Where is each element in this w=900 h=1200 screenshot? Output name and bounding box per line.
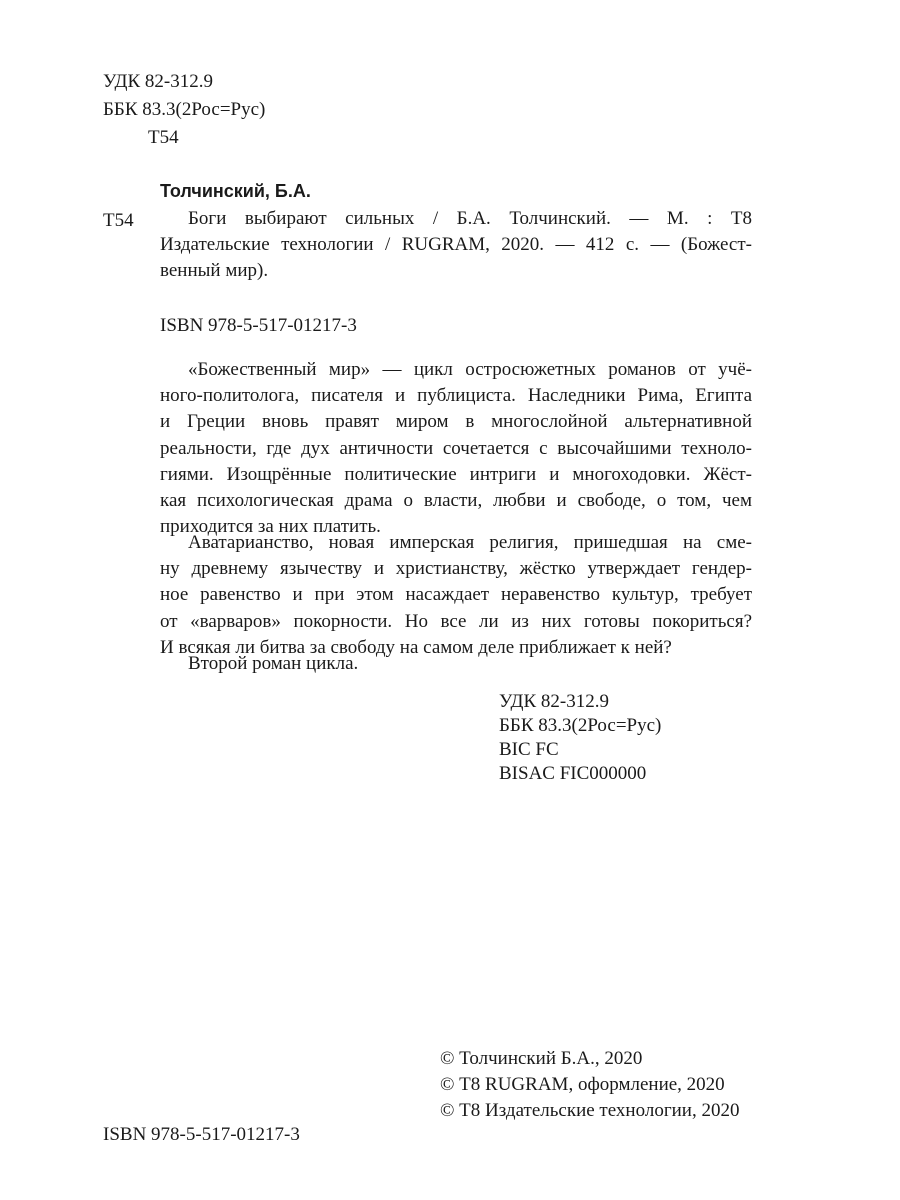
annotation-line: ное равенство и при этом насаждает неравенство культур, требует	[160, 584, 752, 606]
citation-line: венный мир).	[160, 260, 269, 282]
class-udk: УДК 82-312.9	[499, 691, 609, 712]
citation-line: Издательские технологии / RUGRAM, 2020. — 412 с. — (Божест-	[160, 234, 752, 256]
annotation-line: Аватарианство, новая имперская религия, пришедшая на сме-	[188, 532, 752, 553]
annotation-line: от «варваров» покорности. Но все ли из них готовы покориться?	[160, 610, 752, 632]
header-author-mark: Т54	[148, 127, 179, 148]
annotation-line: ну древнему язычеству и христианству, жёстко утверждает гендер-	[160, 558, 752, 580]
footer-copyright-author: © Толчинский Б.А., 2020	[440, 1048, 643, 1069]
citation-author-mark: Т54	[103, 210, 134, 231]
header-bbk: ББК 83.3(2Рос=Рус)	[103, 99, 266, 120]
annotation-line: ного-политолога, писателя и публициста. Наследники Рима, Египта	[160, 385, 752, 407]
annotation-paragraph-3: Второй роман цикла.	[188, 653, 359, 674]
class-bisac: BISAC FIC000000	[499, 763, 647, 784]
annotation-line: «Божественный мир» — цикл остросюжетных романов от учё-	[188, 359, 752, 380]
annotation-paragraph-1	[160, 357, 752, 540]
annotation-line: гиями. Изощрённые политические интриги и многоходовки. Жёст-	[160, 463, 752, 485]
footer-copyright-design: © Т8 RUGRAM, оформление, 2020	[440, 1074, 725, 1095]
isbn-main: ISBN 978-5-517-01217-3	[160, 315, 357, 336]
citation-author: Толчинский, Б.А.	[160, 181, 311, 201]
annotation-line: реальности, где дух античности сочетается с высочайшими техноло-	[160, 437, 752, 459]
class-bbk: ББК 83.3(2Рос=Рус)	[499, 715, 662, 736]
class-bic: BIC FC	[499, 739, 559, 760]
citation-text	[160, 206, 752, 285]
footer-copyright-publisher: © Т8 Издательские технологии, 2020	[440, 1100, 740, 1121]
footer-isbn: ISBN 978-5-517-01217-3	[103, 1124, 300, 1145]
annotation-line: и Греции вновь правят миром в многослойной альтернативной	[160, 411, 752, 433]
header-udk: УДК 82-312.9	[103, 71, 213, 92]
annotation-paragraph-2	[160, 530, 752, 661]
citation-line: Боги выбирают сильных / Б.А. Толчинский. — М. : Т8	[188, 208, 752, 229]
annotation-line: приходится за них платить.	[160, 516, 381, 538]
annotation-line: кая психологическая драма о власти, любви и свободе, о том, чем	[160, 490, 752, 512]
annotation-line: И всякая ли битва за свободу на самом деле приближает к ней?	[160, 636, 672, 658]
